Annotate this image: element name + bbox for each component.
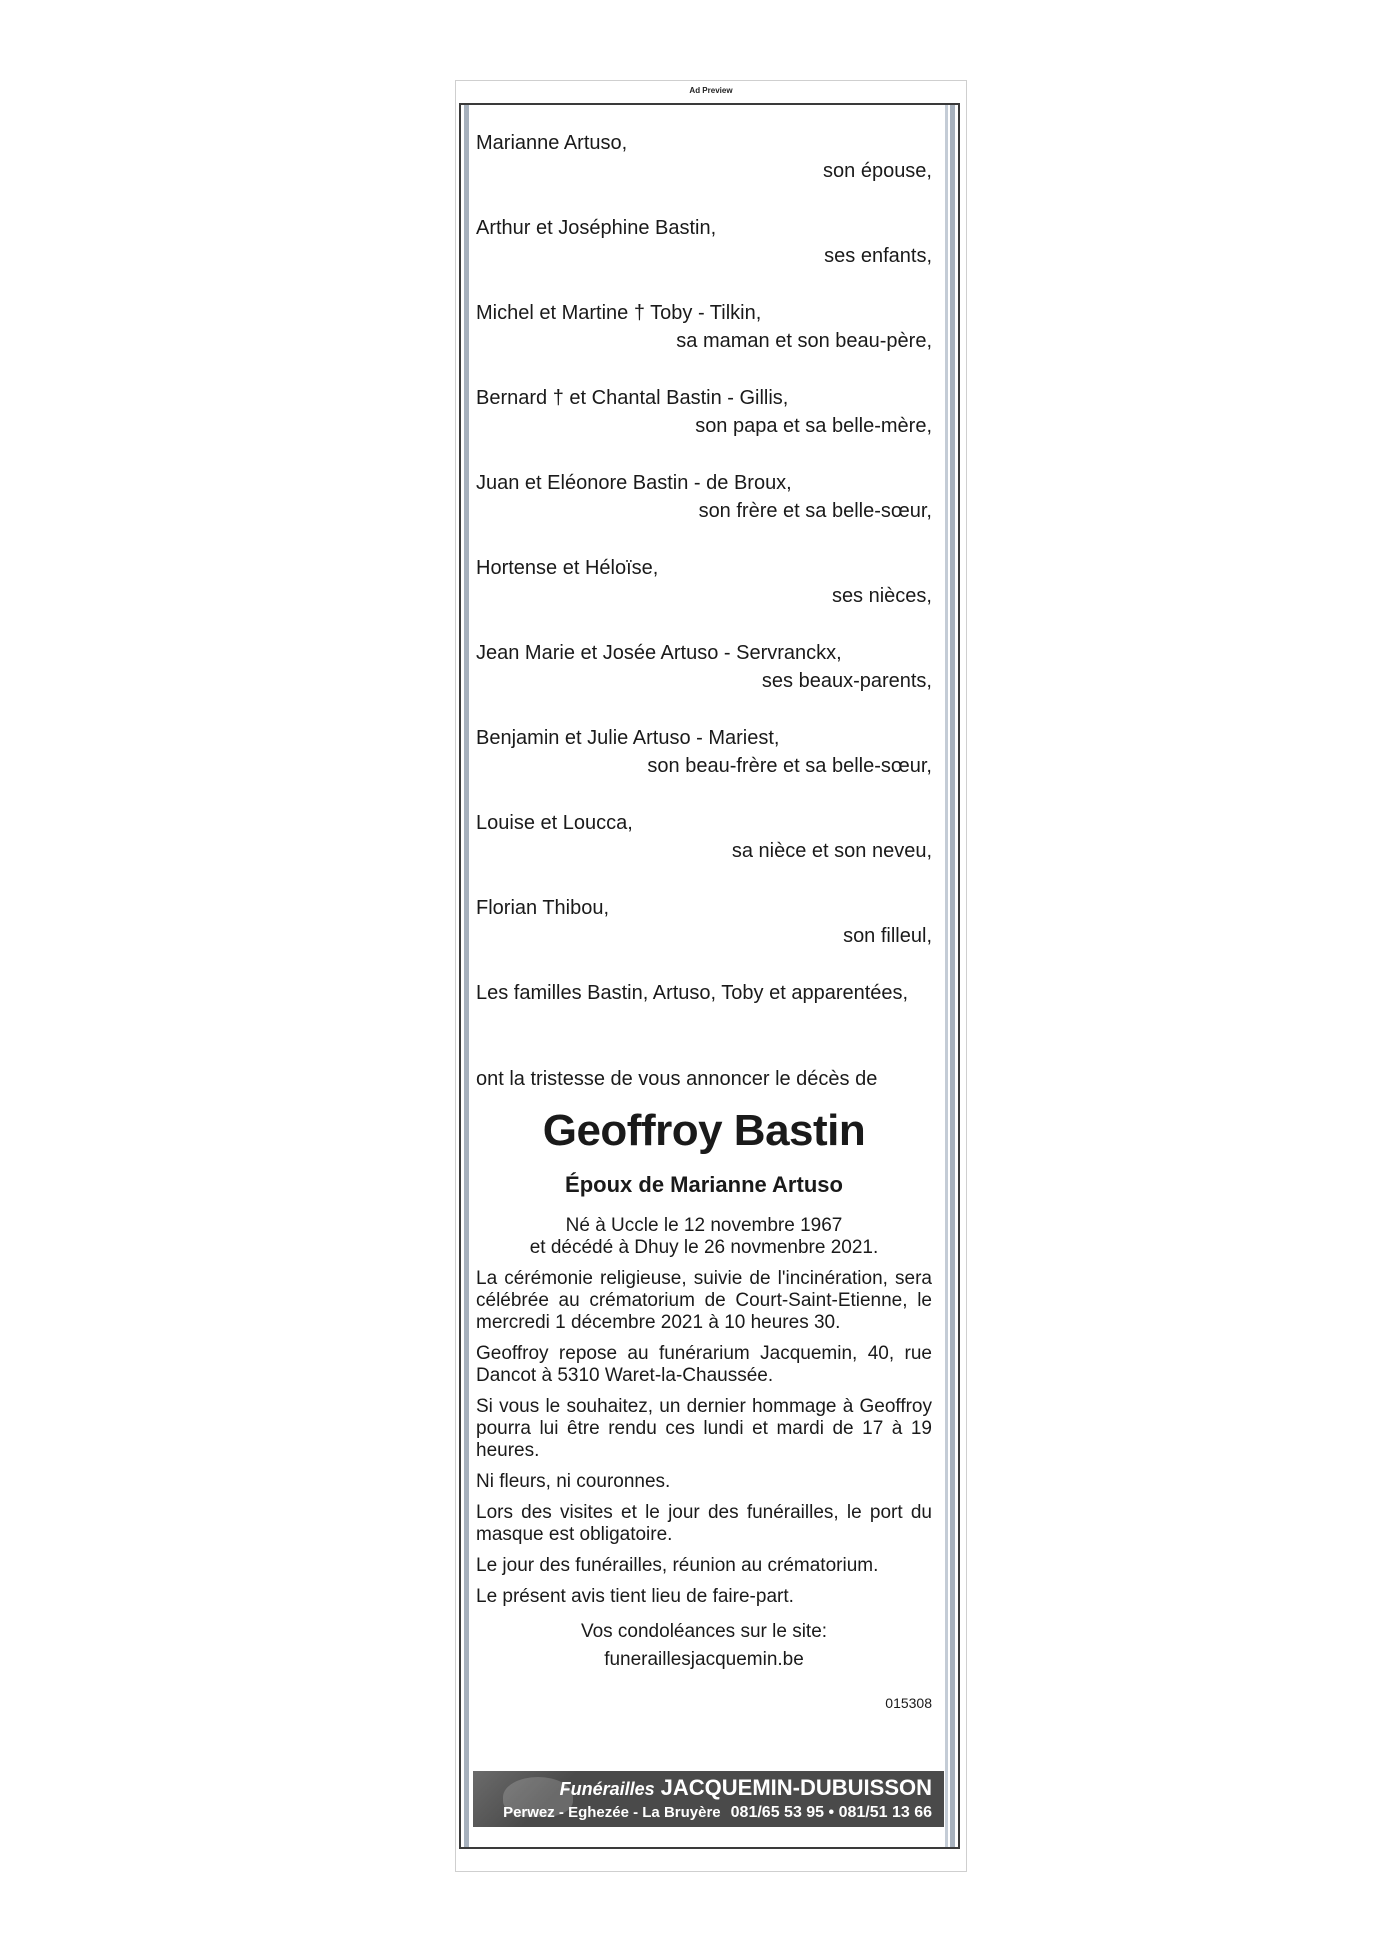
family-member-name: Bernard † et Chantal Bastin - Gillis, xyxy=(476,387,789,409)
banner-lead: Funérailles xyxy=(559,1779,655,1799)
banner-phones: 081/65 53 95 • 081/51 13 66 xyxy=(730,1804,932,1821)
detail-paragraph: Geoffroy repose au funérarium Jacquemin, 40, rue Dancot à 5310 Waret-la-Chaussée. xyxy=(476,1343,932,1386)
family-relation: son filleul, xyxy=(843,925,932,947)
family-member-name: Benjamin et Julie Artuso - Mariest, xyxy=(476,727,780,749)
right-inner-border-bar xyxy=(945,105,948,1847)
families-line: Les familles Bastin, Artuso, Toby et apparentées, xyxy=(476,982,909,1004)
birth-death-info xyxy=(476,1215,932,1259)
detail-paragraph: Le présent avis tient lieu de faire-part. xyxy=(476,1586,794,1607)
obituary-ad xyxy=(459,103,960,1849)
family-entry xyxy=(476,894,932,950)
family-relation: ses beaux-parents, xyxy=(761,670,932,692)
condolences-block xyxy=(476,1618,932,1674)
family-relation: sa maman et son beau-père, xyxy=(676,330,932,352)
family-relation: ses nièces, xyxy=(831,585,932,607)
ad-content xyxy=(476,129,932,1712)
family-entry xyxy=(476,809,932,865)
announcement-text: ont la tristesse de vous annoncer le décès de xyxy=(476,1068,878,1090)
detail-paragraph: Si vous le souhaitez, un dernier hommage à Geoffroy pourra lui être rendu ces lundi et mardi de 17 à 19 heures. xyxy=(476,1396,932,1461)
right-border-bar xyxy=(950,105,955,1847)
family-member-name: Arthur et Joséphine Bastin, xyxy=(476,217,717,239)
family-entry xyxy=(476,554,932,610)
family-entry xyxy=(476,214,932,270)
family-entry xyxy=(476,129,932,185)
family-list xyxy=(476,129,932,950)
detail-paragraph: Lors des visites et le jour des funérailles, le port du masque est obligatoire. xyxy=(476,1502,932,1545)
reference-code: 015308 xyxy=(885,1695,932,1711)
spouse-line: Époux de Marianne Artuso xyxy=(565,1172,843,1197)
ad-preview-label: Ad Preview xyxy=(689,86,733,95)
family-entry xyxy=(476,469,932,525)
family-relation: son papa et sa belle-mère, xyxy=(695,415,932,437)
deceased-name: Geoffroy Bastin xyxy=(542,1106,866,1155)
family-relation: sa nièce et son neveu, xyxy=(731,840,932,862)
family-member-name: Louise et Loucca, xyxy=(476,812,633,834)
family-entry xyxy=(476,724,932,780)
family-member-name: Jean Marie et Josée Artuso - Servranckx, xyxy=(476,642,842,664)
banner-locations: Perwez - Eghezée - La Bruyère xyxy=(503,1804,721,1821)
family-member-name: Juan et Eléonore Bastin - de Broux, xyxy=(476,472,792,494)
family-member-name: Marianne Artuso, xyxy=(476,132,628,154)
death-line: et décédé à Dhuy le 26 novmenbre 2021. xyxy=(529,1237,879,1258)
ceremony-details xyxy=(476,1268,932,1608)
detail-paragraph: Le jour des funérailles, réunion au crématorium. xyxy=(476,1555,879,1576)
family-relation: son épouse, xyxy=(823,160,932,182)
family-relation: son beau-frère et sa belle-sœur, xyxy=(647,755,932,777)
family-member-name: Michel et Martine † Toby - Tilkin, xyxy=(476,302,762,324)
banner-contact-line xyxy=(503,1803,932,1823)
birth-line: Né à Uccle le 12 novembre 1967 xyxy=(565,1215,843,1236)
detail-paragraph: Ni fleurs, ni couronnes. xyxy=(476,1471,671,1492)
left-border-bar xyxy=(464,105,469,1847)
family-member-name: Hortense et Héloïse, xyxy=(476,557,659,579)
family-relation: son frère et sa belle-sœur, xyxy=(698,500,932,522)
family-entry xyxy=(476,299,932,355)
family-entry xyxy=(476,384,932,440)
condolences-text: Vos condoléances sur le site: xyxy=(580,1621,828,1642)
funeral-home-banner xyxy=(473,1771,944,1827)
condolences-website[interactable]: funeraillesjacquemin.be xyxy=(604,1649,804,1670)
family-entry xyxy=(476,639,932,695)
family-member-name: Florian Thibou, xyxy=(476,897,610,919)
banner-company: JACQUEMIN-DUBUISSON xyxy=(660,1775,932,1800)
detail-paragraph: La cérémonie religieuse, suivie de l'incinération, sera célébrée au crématorium de Court-Saint-Etienne, le mercredi 1 décembre 2021 à 10 heures 30. xyxy=(476,1268,932,1333)
banner-company-line xyxy=(560,1775,932,1802)
family-relation: ses enfants, xyxy=(824,245,932,267)
